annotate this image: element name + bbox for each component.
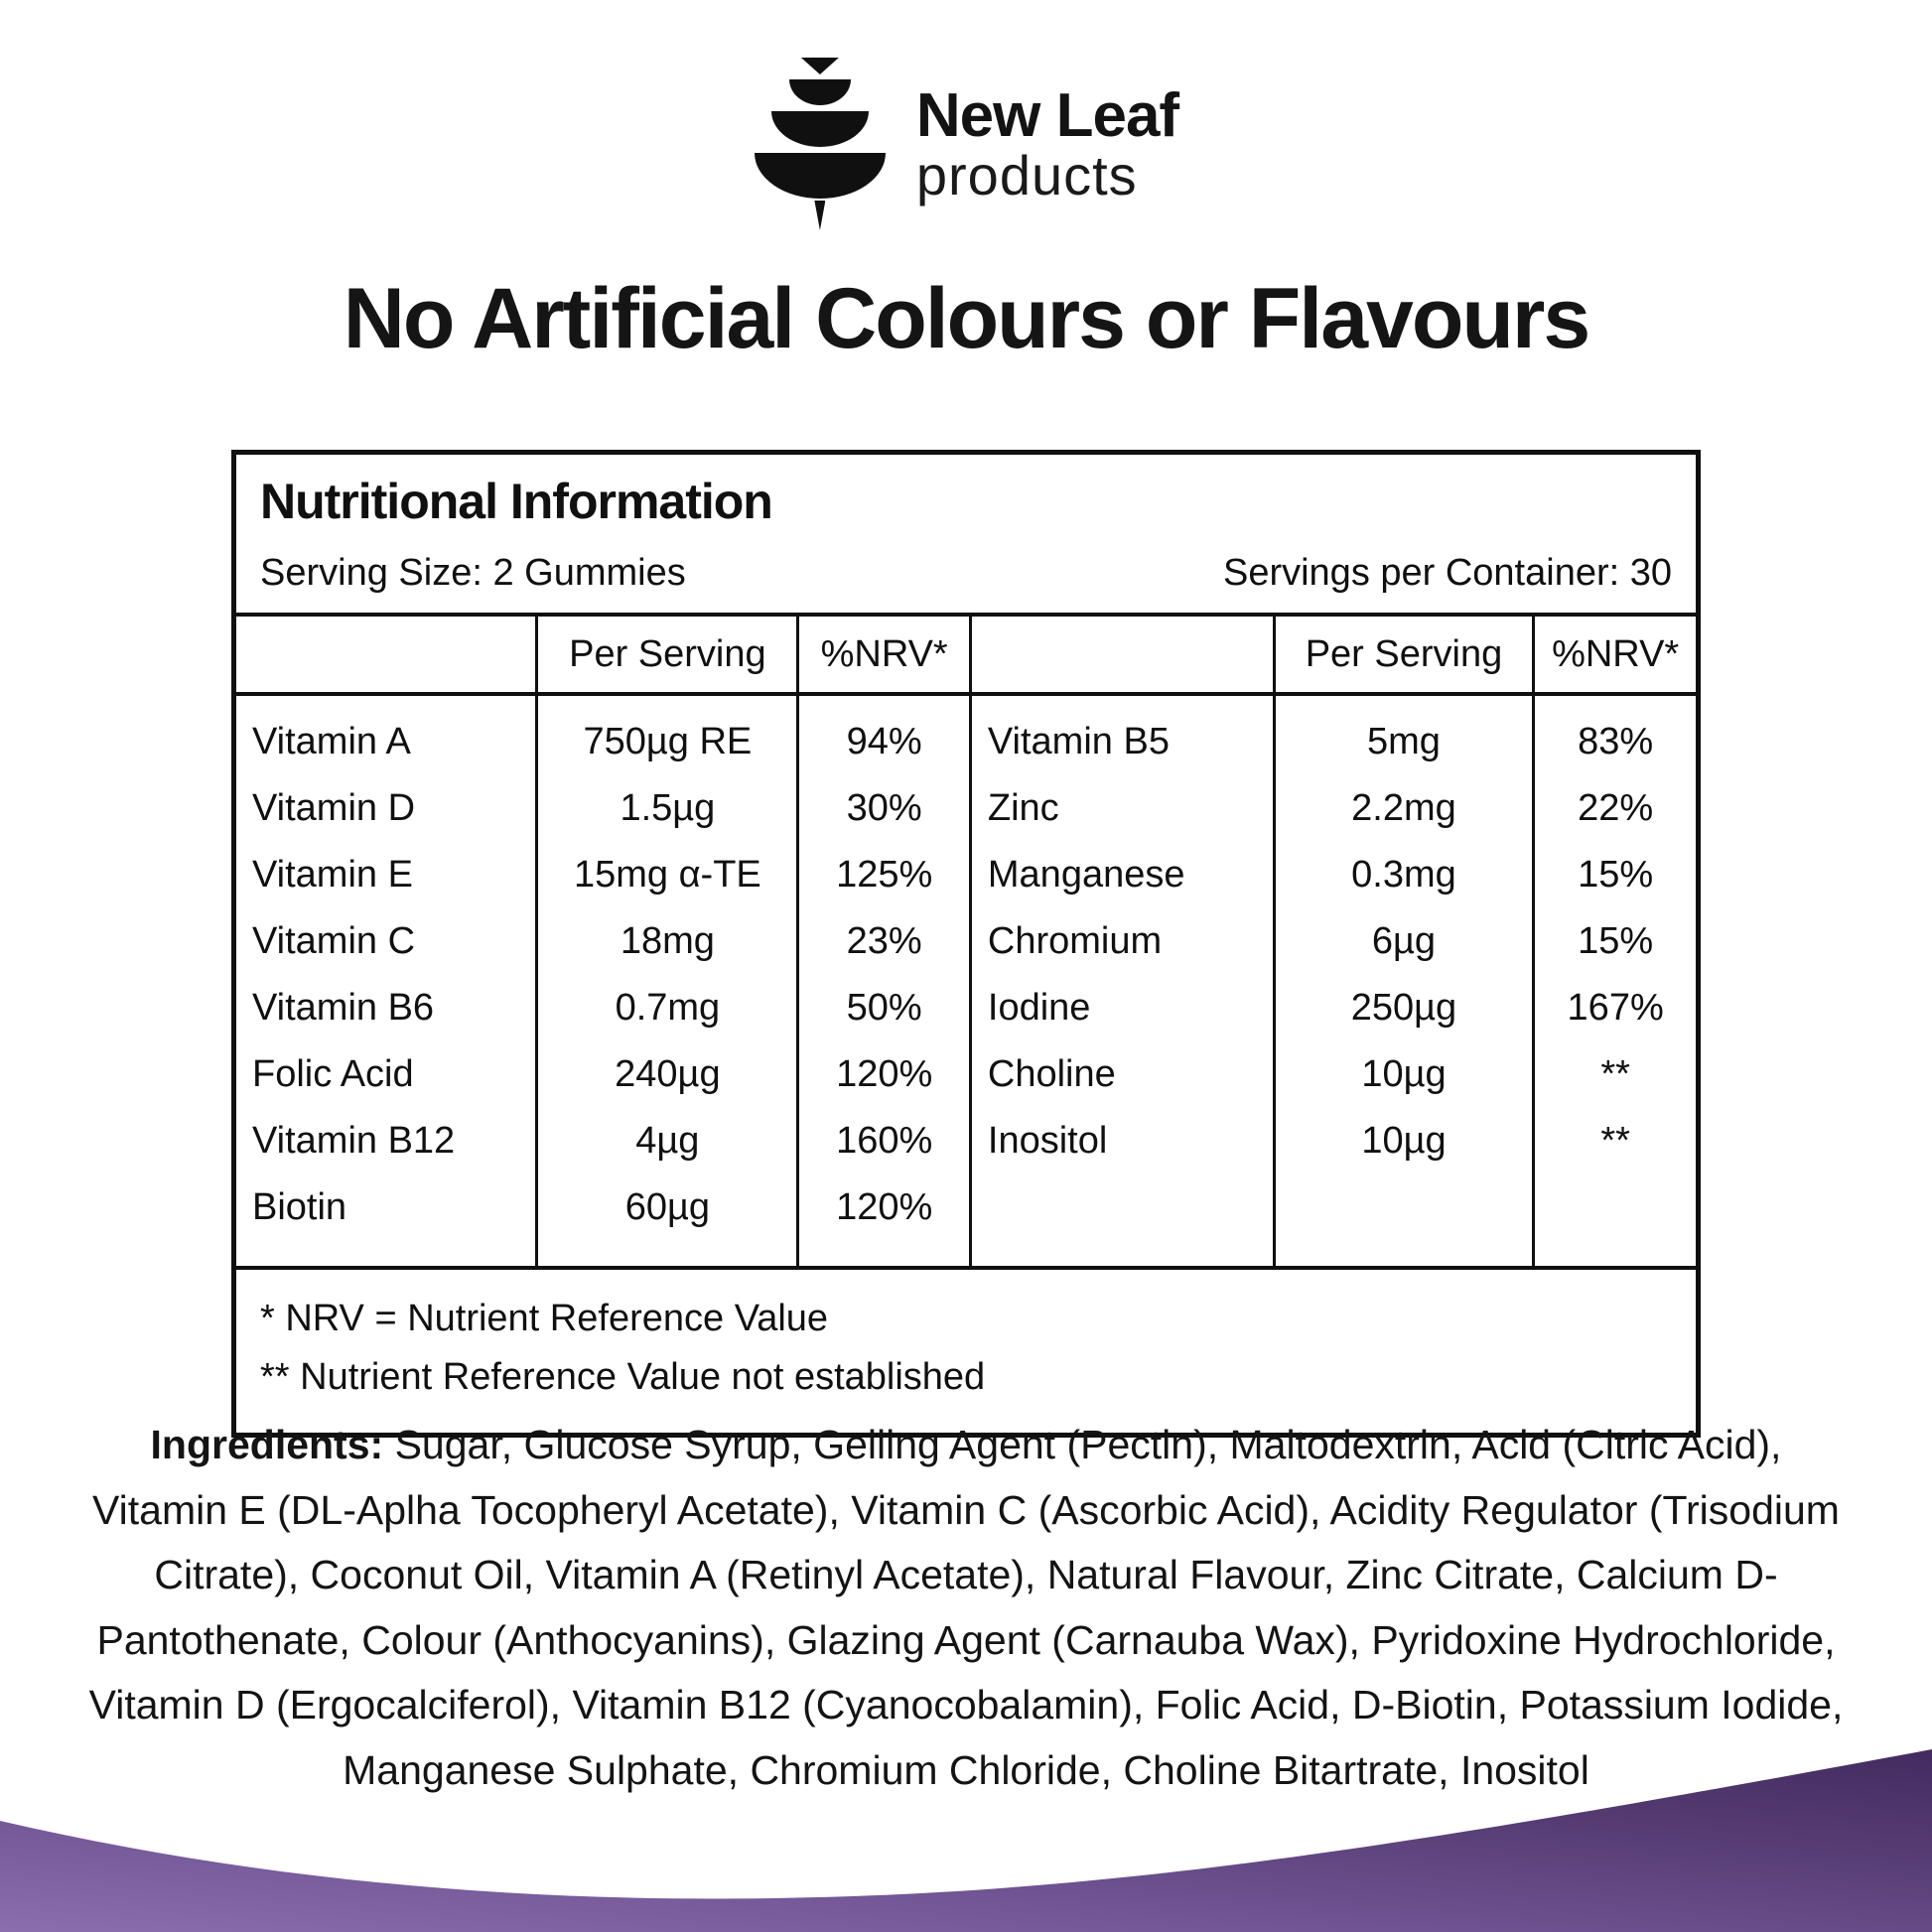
amount-cell [1274,1174,1534,1266]
brand-name-line2: products [915,144,1138,207]
bottom-wave-decoration [0,1733,1932,1932]
table-row [236,1174,1696,1266]
amount-cell: 10µg [1274,1108,1534,1174]
table-row [236,975,1696,1041]
per-serving-header: Per Serving [537,615,798,694]
nutrient-name-cell: Vitamin B12 [252,1120,456,1162]
nrv-cell: 30% [798,775,970,842]
nutrient-name-cell: Choline [970,1041,1274,1108]
serving-size: Serving Size: 2 Gummies [260,552,686,594]
nrv-cell: 50% [798,975,970,1041]
per-serving-header: Per Serving [1274,615,1534,694]
amount-cell: 0.7mg [537,975,798,1041]
amount-cell: 5mg [1274,694,1534,775]
nrv-header: %NRV* [798,615,970,694]
nrv-header: %NRV* [1534,615,1696,694]
nutrient-name-cell: Chromium [970,908,1274,975]
nutrient-name-cell [970,1174,1274,1266]
amount-cell: 750µg RE [537,694,798,775]
amount-cell: 240µg [537,1041,798,1108]
tree-top-triangle [801,58,839,74]
nutrient-name-cell: Folic Acid [252,1053,414,1095]
nrv-cell: 22% [1534,775,1696,842]
tree-bowl-large [755,153,886,199]
nutrition-title: Nutritional Information [260,474,772,529]
nrv-cell: ** [1534,1041,1696,1108]
tree-bowl-medium [771,111,869,147]
serving-info-row [260,552,1672,613]
table-row [236,1108,1696,1174]
nrv-cell: 83% [1534,694,1696,775]
nrv-cell: 167% [1534,975,1696,1041]
amount-cell: 1.5µg [537,775,798,842]
nutrition-header [236,455,1696,613]
nutrient-name-cell: Vitamin E [252,854,413,896]
nrv-cell: 120% [798,1041,970,1108]
nutrient-name-cell: Vitamin B5 [970,694,1274,775]
amount-cell: 10µg [1274,1041,1534,1108]
brand-name [915,80,1179,207]
tree-trunk [814,201,825,230]
footnotes [236,1266,1696,1433]
nutrient-name-cell: Vitamin C [252,920,416,962]
nrv-cell: 23% [798,908,970,975]
table-row [236,1041,1696,1108]
blank-header-cell [970,615,1274,694]
amount-cell: 6µg [1274,908,1534,975]
page-title: No Artificial Colours or Flavours [343,271,1589,366]
footnote-nrv: * NRV = Nutrient Reference Value [260,1298,829,1339]
table-row [236,694,1696,775]
column-header-row [236,615,1696,694]
nutrition-panel [231,450,1701,1438]
nutrient-name-cell: Inositol [970,1108,1274,1174]
nutrient-name-cell: Vitamin D [252,787,416,829]
amount-cell: 250µg [1274,975,1534,1041]
amount-cell: 60µg [537,1174,798,1266]
leaf-tree-icon [754,58,887,230]
nutrient-name-cell: Biotin [252,1186,347,1228]
table-row [236,842,1696,908]
blank-header-cell [236,615,537,694]
amount-cell: 2.2mg [1274,775,1534,842]
nutrient-name-cell: Vitamin A [252,721,411,762]
nrv-cell: 15% [1534,908,1696,975]
brand-logo [0,58,1932,230]
amount-cell: 0.3mg [1274,842,1534,908]
nutrition-table [236,613,1696,1266]
amount-cell: 15mg α-TE [537,842,798,908]
tree-bowl-small [789,79,851,105]
nutrient-name-cell: Zinc [970,775,1274,842]
nrv-cell: 120% [798,1174,970,1266]
table-row [236,908,1696,975]
amount-cell: 18mg [537,908,798,975]
nutrient-name-cell: Vitamin B6 [252,987,435,1029]
servings-per-container: Servings per Container: 30 [1222,552,1672,594]
table-row [236,775,1696,842]
amount-cell: 4µg [537,1108,798,1174]
nutrient-name-cell: Iodine [970,975,1274,1041]
brand-name-line1: New Leaf [915,80,1179,150]
footnote-not-established: ** Nutrient Reference Value not established [260,1355,986,1398]
nrv-cell [1534,1174,1696,1266]
nrv-cell: 94% [798,694,970,775]
nrv-cell: 125% [798,842,970,908]
nrv-cell: 15% [1534,842,1696,908]
nutrient-name-cell: Manganese [970,842,1274,908]
ingredients-label: Ingredients: [150,1422,384,1467]
nrv-cell: ** [1534,1108,1696,1174]
nrv-cell: 160% [798,1108,970,1174]
ingredients-text: Sugar, Glucose Syrup, Gelling Agent (Pectin), Maltodextrin, Acid (Citric Acid), Vitamin E (DL-Aplha Tocopheryl Acetate), Vitamin C (Ascorbic Acid), Acidity Regulator (Trisodium Citrate), Coconut Oil, Vitamin A (Retinyl Acetate), Natural Flavour, Zinc Citrate, Calcium D-Pantothenate, Colour (Anthocyanins), Glazing Agent (Carnauba Wax), Pyridoxine Hydrochloride, Vitamin D (Ergocalciferol), Vitamin B12 (Cyanocobalamin), Folic Acid, D-Biotin, Potassium Iodide, Manganese Sulphate, Chromium Chloride, Choline Bitartrate, Inositol [88,1422,1844,1793]
